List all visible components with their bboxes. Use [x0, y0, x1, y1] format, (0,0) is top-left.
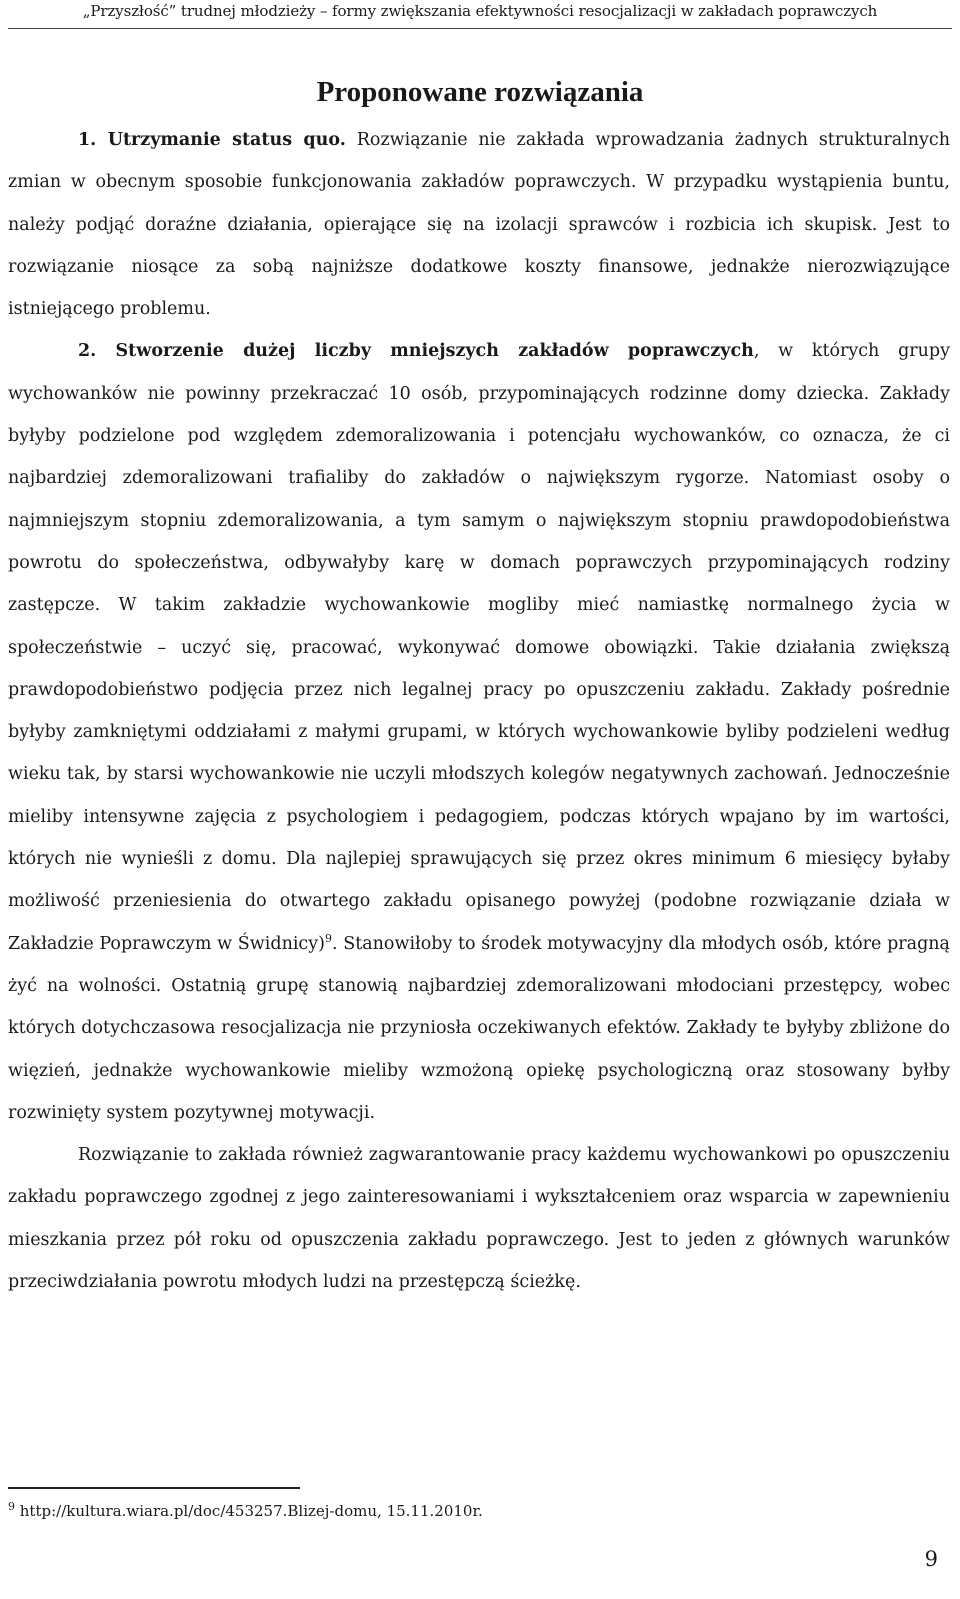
footnote — [8, 1497, 483, 1525]
footnote-separator — [8, 1487, 300, 1489]
footnote-number: 9 — [8, 1500, 15, 1513]
list-item-1 — [8, 119, 950, 330]
document-body — [8, 119, 950, 1303]
item-2-text-part-2: . Stanowiłoby to środek motywacyjny dla młodych osób, które pragną żyć na wolności. Ostatnią grupę stanowią najbardziej zdemoralizowani młodociani przestępcy, wobec których dotychczasowa resocjalizacja nie przyniosła oczekiwanych efektów. Zakłady te byłyby zbliżone do więzień, jednakże wychowankowie mieliby wzmożoną opiekę psychologiczną oraz stosowany byłby rozwinięty system pozytywnej motywacji. — [8, 933, 950, 1123]
page-number: 9 — [924, 1547, 938, 1571]
header-rule — [8, 28, 952, 29]
running-header: „Przyszłość” trudnej młodzieży – formy zwiększania efektywności resocjalizacji w zakładach poprawczych — [82, 2, 878, 20]
paragraph-3: Rozwiązanie to zakłada również zagwarantowanie pracy każdemu wychowankowi po opuszczeniu zakładu poprawczego zgodnej z jego zainteresowaniami i wykształceniem oraz wsparcia w zapewnieniu mieszkania przez pół roku od opuszczenia zakładu poprawczego. Jest to jeden z głównych warunków przeciwdziałania powrotu młodych ludzi na przestępczą ścieżkę. — [8, 1145, 950, 1293]
item-2-heading: Stworzenie dużej liczby mniejszych zakładów poprawczych — [115, 341, 754, 362]
footnote-reference[interactable]: 9 — [324, 931, 332, 945]
item-2-number: 2. — [78, 341, 97, 362]
list-item-2 — [8, 330, 950, 1134]
item-1-heading: Utrzymanie status quo. — [107, 130, 346, 150]
section-title: Proponowane rozwiązania — [316, 76, 644, 108]
item-2-text-part-1: , w których grupy wychowanków nie powinny przekraczać 10 osób, przypominających rodzinne domy dziecka. Zakłady byłyby podzielone pod względem zdemoralizowania i potencjału wychowanków, co oznacza, że ci najbardziej zdemoralizowani trafialiby do zakładów o największym rygorze. Natomiast osoby o najmniejszym stopniu zdemoralizowania, a tym samym o największym stopniu prawdopodobieństwa powrotu do społeczeństwa, odbywałyby karę w domach poprawczych przypominających rodziny zastępcze. W takim zakładzie wychowankowie mogliby mieć namiastkę normalnego życia w społeczeństwie – uczyć się, pracować, wykonywać domowe obowiązki. Takie działania zwiększą prawdopodobieństwo podjęcia przez nich legalnej pracy po opuszczeniu zakładu. Zakłady pośrednie byłyby zamkniętymi oddziałami z małymi grupami, w których wychowankowie byliby podzieleni według wieku tak, by starsi wychowankowie nie uczyli młodszych kolegów negatywnych zachowań. Jednocześnie mieliby intensywne zajęcia z psychologiem i pedagogiem, podczas których wpajano by im wartości, których nie wynieśli z domu. Dla najlepiej sprawujących się przez okres minimum 6 miesięcy byłaby możliwość przeniesienia do otwartego zakładu opisanego powyżej (podobne rozwiązanie działa w Zakładzie Poprawczym w Świdnicy) — [8, 341, 950, 954]
item-1-number: 1. — [78, 130, 97, 150]
item-1-text: Rozwiązanie nie zakłada wprowadzania żadnych strukturalnych zmian w obecnym sposobie funkcjonowania zakładów poprawczych. W przypadku wystąpienia buntu, należy podjąć doraźne działania, opierające się na izolacji sprawców i rozbicia ich skupisk. Jest to rozwiązanie niosące za sobą najniższe dodatkowe koszty finansowe, jednakże nierozwiązujące istniejącego problemu. — [8, 130, 951, 320]
footnote-text: http://kultura.wiara.pl/doc/453257.Blizej-domu, 15.11.2010r. — [15, 1502, 483, 1520]
